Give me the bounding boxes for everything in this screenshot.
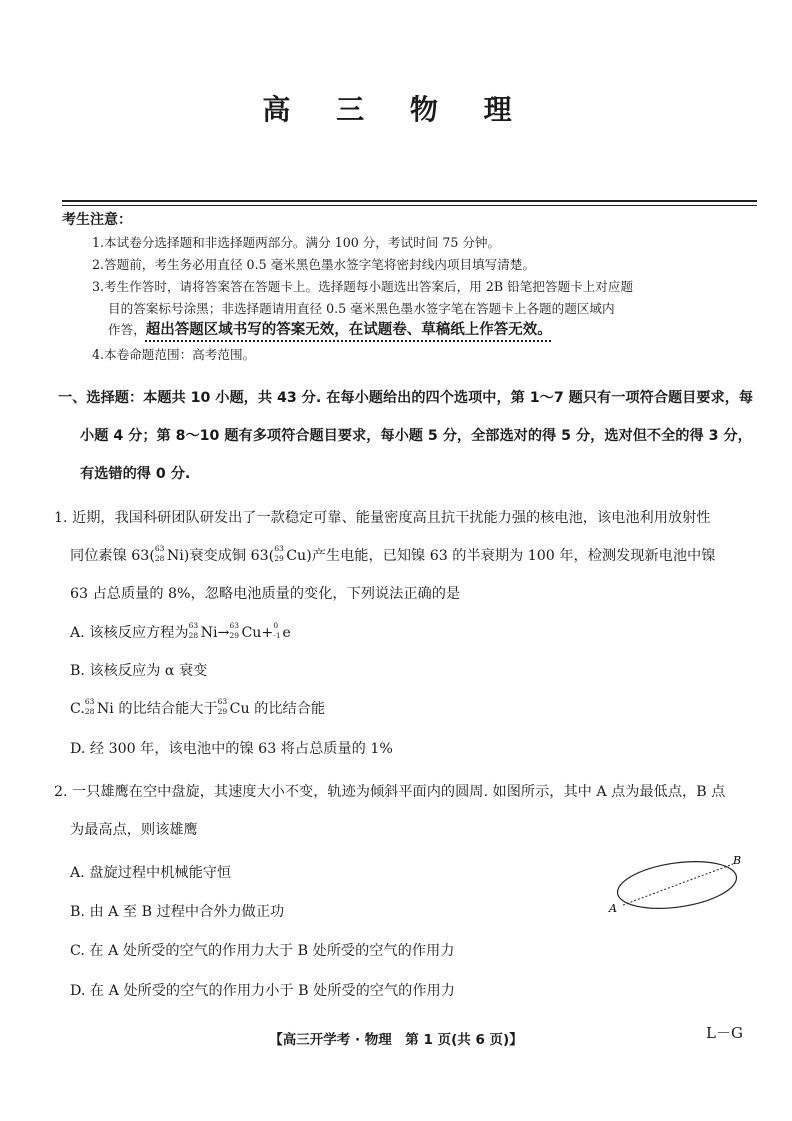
header-rule-thick <box>62 200 757 202</box>
q1-option-c-prefix: C. <box>70 701 85 717</box>
orbit-diameter-line <box>623 864 733 905</box>
q2-option-a: A. 盘旋过程中机械能守恒 <box>70 865 232 881</box>
option-c-ni-nuclide <box>84 697 97 717</box>
q2-option-b: B. 由 A 至 B 过程中合外力做正功 <box>70 904 285 920</box>
paper-code: L－G <box>706 1024 743 1042</box>
q1-option-c-end: Cu 的比结合能 <box>229 701 326 717</box>
fig-label-b: B <box>733 854 742 867</box>
q1-stem-line-1: 1. 近期，我国科研团队研发出了一款稳定可靠、能量密度高且抗干扰能力强的核电池，该电池利用放射性 <box>54 510 711 526</box>
ni-mass-number: 63 <box>154 544 165 553</box>
cu-atomic-number: 29 <box>274 554 284 563</box>
notice-line-1: 1.本试卷分选择题和非选择题两部分。满分 100 分，考试时间 75 分钟。 <box>92 235 501 250</box>
option-c-cu-mass: 63 <box>217 697 228 706</box>
q2-orbit-figure <box>605 850 755 920</box>
q1-option-c <box>70 698 325 718</box>
q1-stem-line-2 <box>70 545 715 565</box>
ni-nuclide-symbol <box>154 544 167 564</box>
option-a-ni-z: 28 <box>188 631 199 640</box>
q1-line2-part-b: Ni)衰变成铜 63( <box>166 548 275 564</box>
q2-option-d: D. 在 A 处所受的空气的作用力小于 B 处所受的空气的作用力 <box>70 983 455 999</box>
q1-option-d: D. 经 300 年，该电池中的镍 63 将占总质量的 1% <box>70 741 393 757</box>
option-a-ni-mass: 63 <box>188 621 199 630</box>
cu-mass-number: 63 <box>274 544 284 553</box>
q1-stem-line-3: 63 占总质量的 8%，忽略电池质量的变化，下列说法正确的是 <box>70 586 461 602</box>
q1-option-a-ni: Ni→ <box>200 625 230 641</box>
page-title: 高 三 物 理 <box>262 93 530 126</box>
section1-line-1: 一、选择题：本题共 10 小题，共 43 分. 在每小题给出的四个选项中，第 1～7 题只有一项符合题目要求，每 <box>58 390 754 406</box>
q1-option-b: B. 该核反应为 α 衰变 <box>70 663 208 679</box>
section1-line-3: 有选错的得 0 分. <box>80 466 191 482</box>
notice-line-3a: 3.考生作答时，请将答案答在答题卡上。选择题每小题选出答案后，用 2B 铅笔把答题卡上对应题 <box>92 279 634 294</box>
ni-atomic-number: 28 <box>154 554 165 563</box>
option-c-cu-nuclide <box>217 697 230 717</box>
notice-line-3c <box>108 318 552 339</box>
section1-line-2: 小题 4 分；第 8～10 题有多项符合题目要求，每小题 5 分，全部选对的得 5 分，选对但不全的得 3 分， <box>80 428 752 444</box>
q1-option-c-middle: Ni 的比结合能大于 <box>96 701 218 717</box>
notice-line-3c-plain: 作答， <box>108 322 146 337</box>
header-rule-thin <box>62 205 757 206</box>
option-a-electron <box>273 621 282 641</box>
notice-heading: 考生注意： <box>62 212 132 228</box>
q1-option-a-prefix: A. 该核反应方程为 <box>70 625 189 641</box>
q1-option-a-e: e <box>282 625 291 641</box>
option-c-ni-z: 28 <box>84 707 95 716</box>
option-a-cu-mass: 63 <box>229 621 239 630</box>
q1-line2-part-a: 同位素镍 63( <box>70 548 155 564</box>
fig-label-a: A <box>609 902 617 915</box>
cu-nuclide-symbol <box>274 544 286 564</box>
option-c-ni-mass: 63 <box>84 697 95 706</box>
q1-option-a-cu: Cu+ <box>241 625 274 641</box>
q1-line2-part-c: Cu)产生电能，已知镍 63 的半衰期为 100 年，检测发现新电池中镍 <box>286 548 716 564</box>
option-a-e-z: -1 <box>273 631 281 640</box>
q1-option-a <box>70 622 291 642</box>
option-a-ni-nuclide <box>188 621 201 641</box>
notice-line-3c-emphasis: 超出答题区域书写的答案无效，在试题卷、草稿纸上作答无效。 <box>145 322 552 338</box>
notice-line-4: 4.本卷命题范围：高考范围。 <box>92 347 256 362</box>
q2-stem-line-2: 为最高点，则该雄鹰 <box>70 822 198 838</box>
option-c-cu-z: 29 <box>217 707 228 716</box>
notice-line-3b: 目的答案标号涂黑；非选择题请用直径 0.5 毫米黑色墨水签字笔在答题卡上各题的题区域内 <box>108 301 615 316</box>
q2-option-c: C. 在 A 处所受的空气的作用力大于 B 处所受的空气的作用力 <box>70 943 455 959</box>
page-footer: 【高三开学考 · 物理 第 1 页(共 6 页)】 <box>269 1032 523 1048</box>
option-a-cu-nuclide <box>229 621 241 641</box>
option-a-e-mass: 0 <box>273 621 279 630</box>
option-a-cu-z: 29 <box>229 631 239 640</box>
notice-line-2: 2.答题前，考生务必用直径 0.5 毫米黑色墨水签字笔将密封线内项目填写清楚。 <box>92 257 536 272</box>
q2-stem-line-1: 2. 一只雄鹰在空中盘旋，其速度大小不变，轨迹为倾斜平面内的圆周. 如图所示，其中 A 点为最低点，B 点 <box>54 784 726 800</box>
